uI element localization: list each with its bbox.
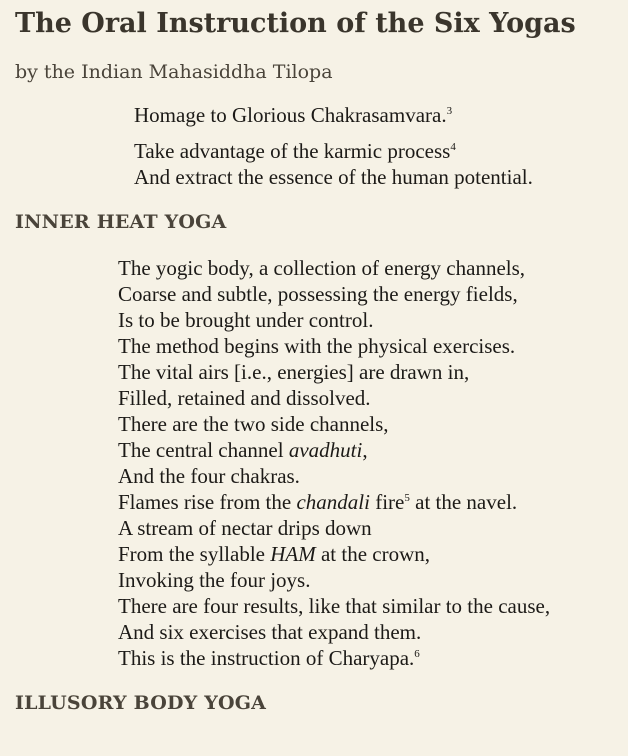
section-heading-inner-heat: INNER HEAT YOGA: [15, 211, 227, 233]
verse-line: Invoking the four joys.: [118, 568, 311, 592]
verse-line: [134, 102, 452, 128]
verse-line: [118, 489, 550, 515]
verse-line: And extract the essence of the human potential.: [134, 165, 533, 189]
verse-line: There are the two side channels,: [118, 412, 389, 436]
verse-line: [134, 138, 533, 164]
verse-line: Filled, retained and dissolved.: [118, 386, 371, 410]
footnote-marker[interactable]: 4: [450, 141, 456, 153]
verse-text: From the syllable: [118, 542, 271, 566]
verse-text: at the crown,: [315, 542, 431, 566]
homage-verse: [134, 102, 452, 128]
footnote-marker[interactable]: 3: [446, 105, 453, 117]
author-byline: by the Indian Mahasiddha Tilopa: [15, 61, 333, 83]
inner-heat-verse: [118, 255, 550, 671]
verse-line: The method begins with the physical exercises.: [118, 334, 516, 358]
karmic-verse: [134, 138, 533, 190]
verse-line: And six exercises that expand them.: [118, 620, 422, 644]
verse-line: A stream of nectar drips down: [118, 516, 372, 540]
sanskrit-term: HAM: [270, 542, 316, 566]
verse-text: Homage to Glorious Chakrasamvara.: [134, 103, 447, 127]
document-title: The Oral Instruction of the Six Yogas: [15, 8, 576, 39]
verse-line: Is to be brought under control.: [118, 308, 374, 332]
verse-line: Coarse and subtle, possessing the energy fields,: [118, 282, 518, 306]
verse-line: [118, 437, 550, 463]
verse-line: The yogic body, a collection of energy channels,: [118, 256, 526, 280]
verse-line: [118, 645, 550, 671]
verse-text: The central channel: [118, 438, 289, 462]
footnote-marker[interactable]: 5: [404, 492, 410, 504]
sanskrit-term: chandali: [296, 490, 370, 514]
verse-text: at the navel.: [409, 490, 518, 514]
verse-line: [118, 541, 550, 567]
verse-text: Flames rise from the: [118, 490, 297, 514]
verse-line: And the four chakras.: [118, 464, 300, 488]
verse-line: There are four results, like that similar to the cause,: [118, 594, 551, 618]
section-heading-illusory-body: ILLUSORY BODY YOGA: [15, 692, 267, 714]
verse-text: ,: [362, 438, 368, 462]
verse-line: The vital airs [i.e., energies] are drawn in,: [118, 360, 470, 384]
sanskrit-term: avadhuti: [288, 438, 363, 462]
verse-text: fire: [369, 490, 405, 514]
verse-text: Take advantage of the karmic process: [134, 139, 451, 163]
footnote-marker[interactable]: 6: [414, 648, 420, 660]
verse-text: This is the instruction of Charyapa.: [118, 646, 415, 670]
